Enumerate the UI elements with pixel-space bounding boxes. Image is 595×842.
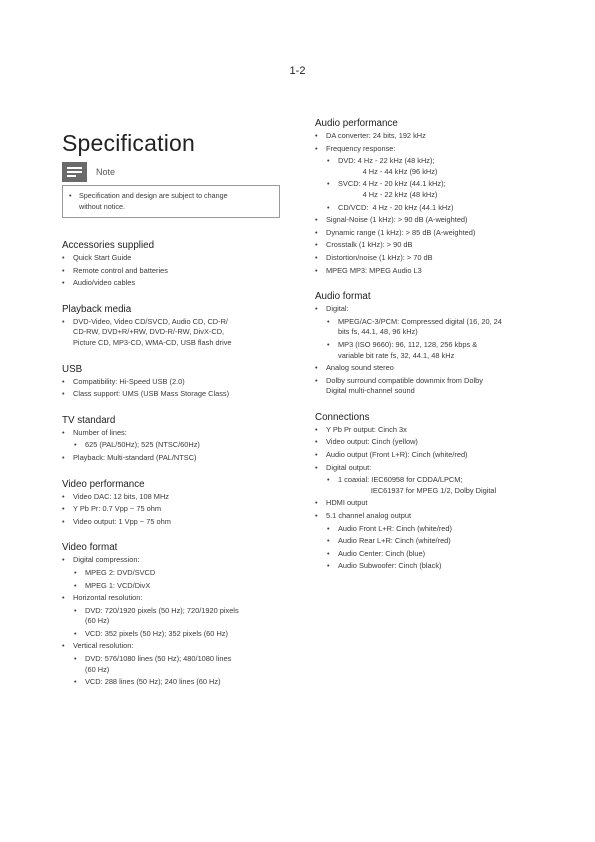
spec-list-item bbox=[62, 568, 292, 579]
spec-list-item bbox=[315, 156, 550, 177]
spec-list-item bbox=[315, 376, 550, 397]
spec-text: Vertical resolution: bbox=[73, 641, 134, 651]
spec-text: Audio Rear L+R: Cinch (white/red) bbox=[338, 536, 451, 546]
spec-list-item bbox=[315, 317, 550, 338]
spec-text: Number of lines: bbox=[73, 427, 127, 437]
spec-text: Analog sound stereo bbox=[326, 363, 394, 373]
spec-text: Audio output (Front L+R): Cinch (white/red) bbox=[326, 450, 468, 460]
bullet-icon: • bbox=[62, 265, 65, 275]
bullet-icon: • bbox=[315, 450, 318, 460]
spec-list-item bbox=[62, 654, 292, 675]
spec-list-item bbox=[62, 453, 292, 464]
spec-list-item bbox=[315, 437, 550, 448]
bullet-icon: • bbox=[327, 339, 330, 349]
note-text-line: Specification and design are subject to change bbox=[79, 191, 228, 200]
left-column bbox=[62, 240, 292, 703]
bullet-icon: • bbox=[74, 677, 77, 687]
spec-text: Crosstalk (1 kHz): > 90 dB bbox=[326, 240, 413, 250]
spec-text: Quick Start Guide bbox=[73, 253, 132, 262]
spec-text: Dynamic range (1 kHz): > 85 dB (A-weighted) bbox=[326, 227, 476, 237]
spec-text: DA converter: 24 bits, 192 kHz bbox=[326, 131, 426, 140]
note-content bbox=[62, 185, 280, 218]
spec-text: Playback: Multi-standard (PAL/NTSC) bbox=[73, 452, 197, 462]
spec-list-item bbox=[62, 278, 292, 289]
spec-text: Distortion/noise (1 kHz): > 70 dB bbox=[326, 252, 433, 262]
spec-text: Y Pb Pr output: Cinch 3x bbox=[326, 424, 407, 434]
spec-list-item bbox=[315, 179, 550, 200]
section-playback-media bbox=[62, 304, 292, 349]
spec-list-item bbox=[315, 425, 550, 436]
spec-list-item bbox=[315, 144, 550, 155]
bullet-icon: • bbox=[315, 227, 318, 237]
bullet-icon: • bbox=[62, 278, 65, 288]
spec-text: DVD: 4 Hz - 22 kHz (48 kHz); 4 Hz - 44 kHz (96 kHz) bbox=[338, 156, 438, 176]
bullet-icon: • bbox=[327, 156, 330, 166]
bullet-icon: • bbox=[315, 240, 318, 250]
bullet-icon: • bbox=[327, 179, 330, 189]
section-connections bbox=[315, 412, 550, 572]
spec-list-item bbox=[315, 363, 550, 374]
bullet-icon: • bbox=[327, 475, 330, 485]
bullet-icon: • bbox=[74, 580, 77, 590]
bullet-icon: • bbox=[62, 504, 65, 514]
spec-list-item bbox=[62, 593, 292, 604]
spec-text: Digital: bbox=[326, 304, 349, 314]
note-icon bbox=[62, 162, 87, 182]
bullet-icon: • bbox=[315, 363, 318, 373]
bullet-icon: • bbox=[62, 316, 65, 326]
spec-list-item bbox=[315, 304, 550, 315]
bullet-icon: • bbox=[315, 511, 318, 521]
bullet-icon: • bbox=[315, 424, 318, 434]
spec-list-item bbox=[62, 555, 292, 566]
spec-list-item bbox=[315, 240, 550, 251]
bullet-icon: • bbox=[62, 491, 65, 501]
spec-text: VCD: 352 pixels (50 Hz); 352 pixels (60 Hz) bbox=[85, 628, 228, 638]
bullet-icon: • bbox=[62, 389, 65, 399]
spec-list-item bbox=[315, 475, 550, 496]
spec-list-item bbox=[315, 536, 550, 547]
spec-text: DVD-Video, Video CD/SVCD, Audio CD, CD-R/ CD-RW, DVD+R/+RW, DVD-R/-RW, DivX-CD, Picture CD, MP3-CD, WMA-CD, USB flash drive bbox=[73, 316, 232, 347]
bullet-icon: • bbox=[69, 191, 72, 200]
spec-list-item bbox=[315, 131, 550, 142]
spec-list-item bbox=[315, 450, 550, 461]
section-title: Playback media bbox=[62, 303, 132, 315]
spec-text: Audio/video cables bbox=[73, 278, 136, 288]
bullet-icon: • bbox=[315, 304, 318, 314]
spec-text: SVCD: 4 Hz - 20 kHz (44.1 kHz); 4 Hz - 22 kHz (48 kHz) bbox=[338, 179, 446, 199]
spec-list-item bbox=[315, 203, 550, 214]
spec-text: Digital output: bbox=[326, 462, 372, 472]
spec-text: Video DAC: 12 bits, 108 MHz bbox=[73, 491, 169, 501]
section-usb bbox=[62, 364, 292, 400]
spec-text: DVD: 576/1080 lines (50 Hz); 480/1080 lines (60 Hz) bbox=[85, 654, 232, 674]
bullet-icon: • bbox=[327, 523, 330, 533]
bullet-icon: • bbox=[62, 253, 65, 262]
spec-text: Audio Center: Cinch (blue) bbox=[338, 548, 426, 558]
section-accessories-supplied bbox=[62, 240, 292, 289]
bullet-icon: • bbox=[327, 561, 330, 571]
bullet-icon: • bbox=[62, 452, 65, 462]
note-item bbox=[69, 191, 273, 212]
bullet-icon: • bbox=[327, 316, 330, 326]
spec-list-item bbox=[62, 389, 292, 400]
note-box bbox=[62, 162, 280, 218]
spec-text: Digital compression: bbox=[73, 555, 140, 565]
spec-list-item bbox=[62, 428, 292, 439]
bullet-icon: • bbox=[315, 215, 318, 225]
bullet-icon: • bbox=[327, 202, 330, 212]
section-title: USB bbox=[62, 363, 83, 375]
right-column bbox=[315, 118, 550, 587]
spec-list-item bbox=[315, 463, 550, 474]
spec-list-item bbox=[62, 641, 292, 652]
spec-text: Frequency response: bbox=[326, 143, 396, 153]
section-video-format bbox=[62, 542, 292, 688]
spec-text: Horizontal resolution: bbox=[73, 593, 143, 603]
spec-list-item bbox=[62, 253, 292, 264]
spec-list-item bbox=[315, 549, 550, 560]
bullet-icon: • bbox=[74, 654, 77, 664]
bullet-icon: • bbox=[62, 516, 65, 526]
bullet-icon: • bbox=[315, 498, 318, 508]
page-title: Specification bbox=[62, 130, 196, 157]
spec-list-item bbox=[315, 228, 550, 239]
spec-text: HDMI output bbox=[326, 498, 368, 508]
spec-text: MP3 (ISO 9660): 96, 112, 128, 256 kbps & variable bit rate fs, 32, 44.1, 48 kHz bbox=[338, 339, 478, 360]
page-number: 1-2 bbox=[289, 65, 306, 77]
note-label: Note bbox=[96, 167, 116, 177]
spec-text: Video output: 1 Vpp ~ 75 ohm bbox=[73, 516, 171, 526]
bullet-icon: • bbox=[315, 252, 318, 262]
bullet-icon: • bbox=[315, 265, 318, 275]
bullet-icon: • bbox=[315, 375, 318, 385]
section-video-performance bbox=[62, 479, 292, 528]
spec-list-item bbox=[62, 677, 292, 688]
spec-text: Audio Front L+R: Cinch (white/red) bbox=[338, 523, 452, 533]
spec-list-item bbox=[62, 377, 292, 388]
bullet-icon: • bbox=[315, 131, 318, 140]
spec-list-item bbox=[315, 253, 550, 264]
spec-list-item bbox=[62, 517, 292, 528]
spec-text: Remote control and batteries bbox=[73, 265, 168, 275]
spec-list-item bbox=[315, 340, 550, 361]
spec-list-item bbox=[315, 266, 550, 277]
spec-text: 1 coaxial: IEC60958 for CDDA/LPCM; IEC61937 for MPEG 1/2, Dolby Digital bbox=[338, 475, 497, 495]
spec-text: MPEG MP3: MPEG Audio L3 bbox=[326, 265, 422, 275]
spec-text: Signal-Noise (1 kHz): > 90 dB (A-weighted) bbox=[326, 215, 468, 225]
spec-text: DVD: 720/1920 pixels (50 Hz); 720/1920 pixels (60 Hz) bbox=[85, 605, 239, 626]
note-header bbox=[62, 162, 280, 182]
spec-text: Compatibility: Hi-Speed USB (2.0) bbox=[73, 376, 185, 386]
section-title: Video performance bbox=[62, 478, 145, 490]
section-title: Audio format bbox=[315, 291, 371, 303]
bullet-icon: • bbox=[327, 536, 330, 546]
spec-text: 625 (PAL/50Hz); 525 (NTSC/60Hz) bbox=[85, 440, 200, 450]
section-title: Audio performance bbox=[315, 118, 398, 129]
spec-text: MPEG 1: VCD/DivX bbox=[85, 580, 151, 590]
spec-list-item bbox=[315, 524, 550, 535]
spec-list-item bbox=[62, 629, 292, 640]
spec-text: Class support: UMS (USB Mass Storage Class) bbox=[73, 389, 230, 399]
spec-list-item bbox=[315, 215, 550, 226]
section-title: TV standard bbox=[62, 414, 116, 426]
section-audio-format bbox=[315, 291, 550, 397]
section-title: Accessories supplied bbox=[62, 240, 155, 251]
spec-text: Video output: Cinch (yellow) bbox=[326, 437, 418, 447]
spec-list-item bbox=[315, 561, 550, 572]
section-title: Connections bbox=[315, 411, 370, 423]
spec-list-item bbox=[315, 498, 550, 509]
bullet-icon: • bbox=[315, 437, 318, 447]
bullet-icon: • bbox=[62, 427, 65, 437]
spec-list-item bbox=[62, 440, 292, 451]
bullet-icon: • bbox=[62, 641, 65, 651]
bullet-icon: • bbox=[74, 628, 77, 638]
spec-list-item bbox=[62, 266, 292, 277]
note-text-line: without notice. bbox=[79, 201, 125, 211]
section-tv-standard bbox=[62, 415, 292, 464]
bullet-icon: • bbox=[62, 555, 65, 565]
bullet-icon: • bbox=[74, 567, 77, 577]
spec-list-item bbox=[62, 317, 292, 349]
spec-text: Y Pb Pr: 0.7 Vpp ~ 75 ohm bbox=[73, 504, 161, 514]
bullet-icon: • bbox=[62, 376, 65, 386]
bullet-icon: • bbox=[74, 440, 77, 450]
spec-list-item bbox=[62, 606, 292, 627]
spec-text: CD/VCD: 4 Hz - 20 kHz (44.1 kHz) bbox=[338, 202, 454, 212]
spec-text: MPEG 2: DVD/SVCD bbox=[85, 567, 156, 577]
bullet-icon: • bbox=[62, 593, 65, 603]
spec-list-item bbox=[62, 581, 292, 592]
bullet-icon: • bbox=[327, 548, 330, 558]
spec-text: 5.1 channel analog output bbox=[326, 511, 412, 521]
bullet-icon: • bbox=[315, 462, 318, 472]
spec-text: Dolby surround compatible downmix from Dolby Digital multi-channel sound bbox=[326, 375, 483, 396]
spec-list-item bbox=[315, 511, 550, 522]
spec-text: MPEG/AC-3/PCM: Compressed digital (16, 20, 24 bits fs, 44.1, 48, 96 kHz) bbox=[338, 316, 502, 337]
spec-list-item bbox=[62, 504, 292, 515]
spec-list-item bbox=[62, 492, 292, 503]
spec-text: VCD: 288 lines (50 Hz); 240 lines (60 Hz) bbox=[85, 677, 221, 687]
bullet-icon: • bbox=[315, 143, 318, 153]
section-audio-performance bbox=[315, 118, 550, 276]
section-title: Video format bbox=[62, 542, 118, 554]
bullet-icon: • bbox=[74, 605, 77, 615]
spec-text: Audio Subwoofer: Cinch (black) bbox=[338, 561, 442, 571]
